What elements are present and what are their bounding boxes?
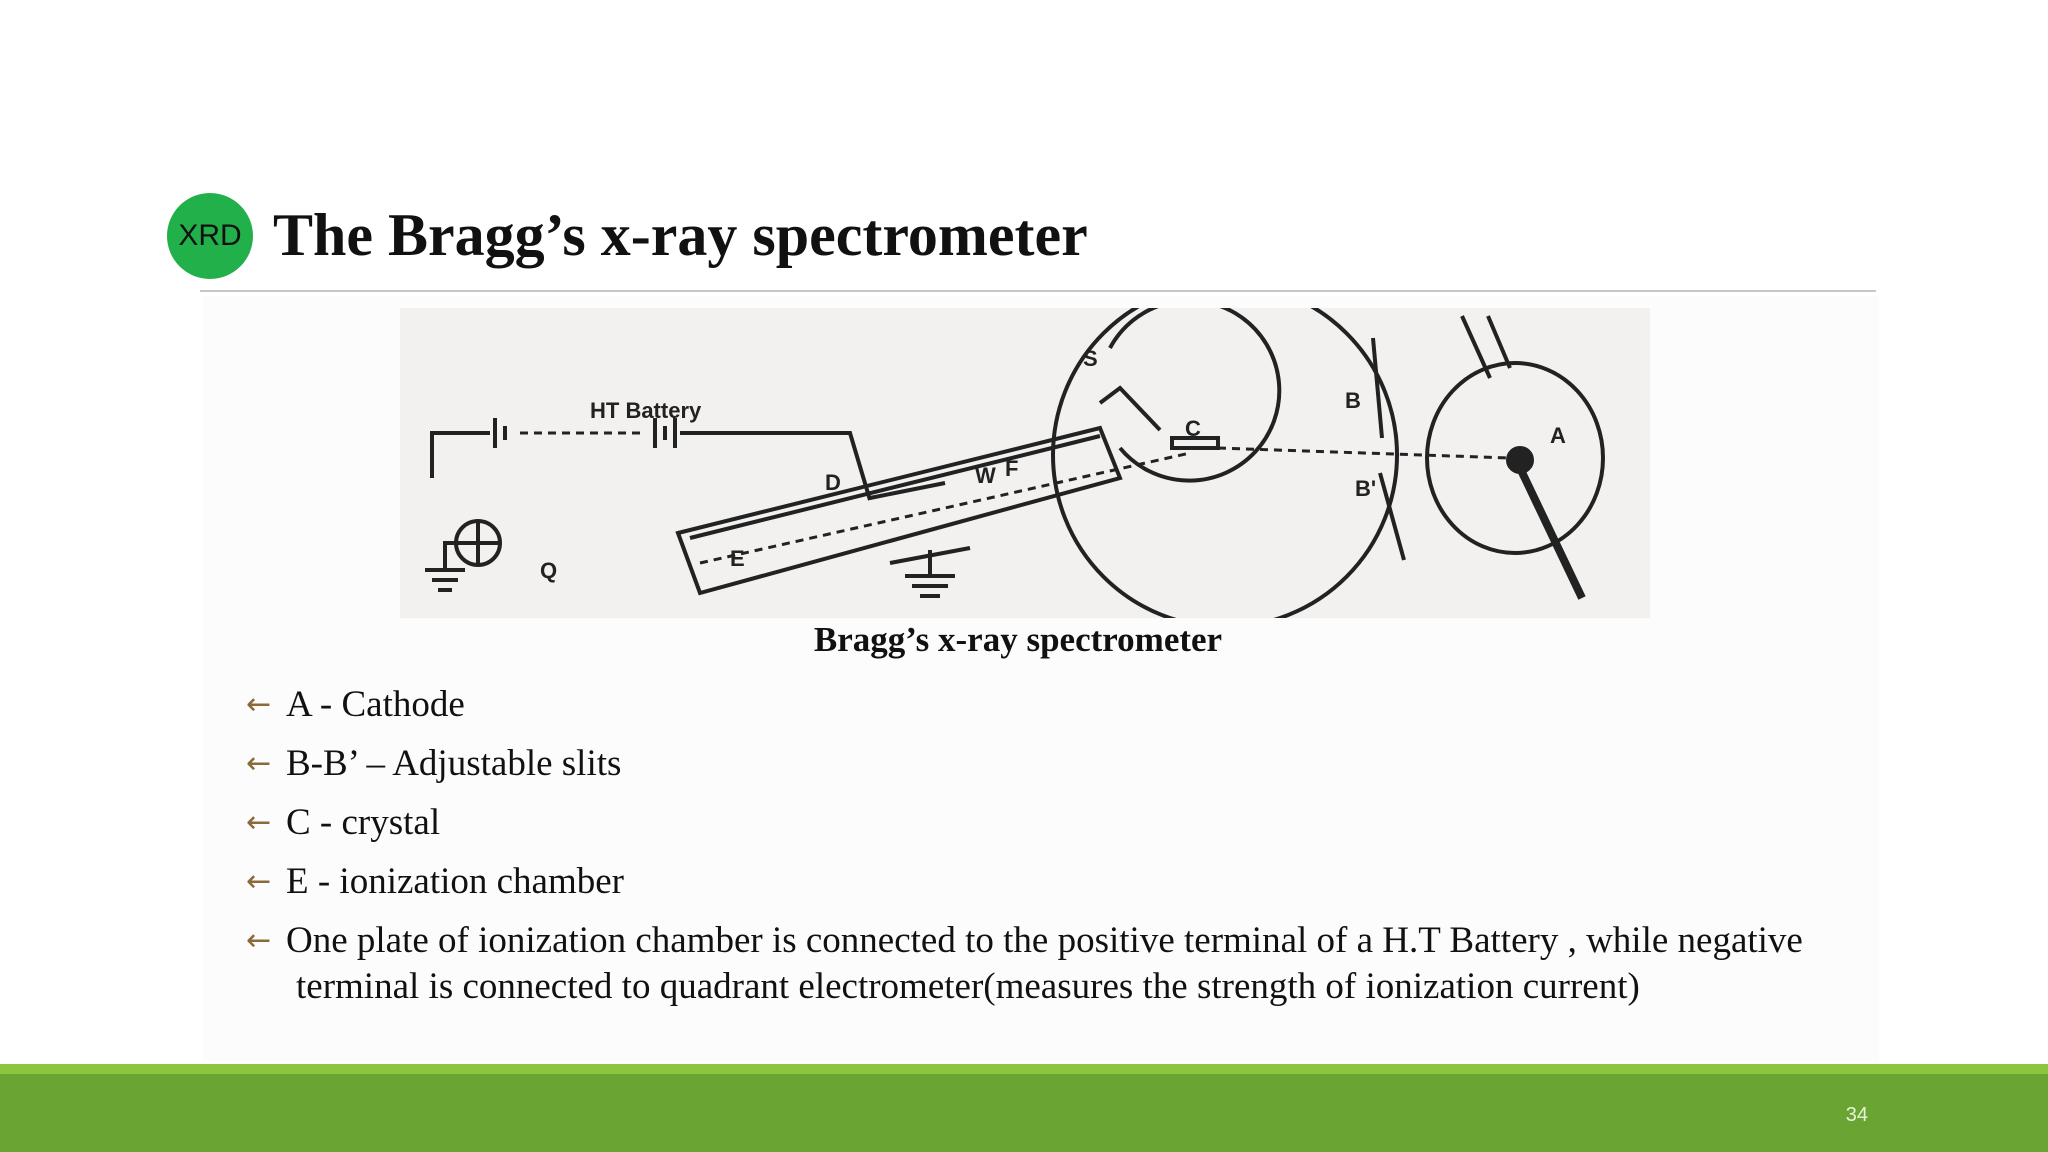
bullet-item xyxy=(246,859,1896,905)
slit-b xyxy=(1373,338,1382,438)
chamber-inner xyxy=(690,436,1100,538)
xrd-badge: XRD xyxy=(167,193,253,279)
bullet-text: B-B’ – Adjustable slits xyxy=(286,743,622,784)
footer-accent-bar xyxy=(0,1064,2048,1074)
label-q: Q xyxy=(540,558,558,583)
bullet-item xyxy=(246,682,1896,728)
spectrometer-diagram-svg xyxy=(400,308,1650,618)
label-d: D xyxy=(825,470,841,495)
slide-title: The Bragg’s x-ray spectrometer xyxy=(273,202,1088,268)
label-w: W xyxy=(975,463,996,488)
crystal-holder xyxy=(1100,388,1160,430)
label-s: S xyxy=(1083,346,1098,371)
title-divider xyxy=(200,290,1876,292)
bullet-text-continued: terminal is connected to quadrant electrometer(measures the strength of ionization current) xyxy=(296,966,1640,1007)
label-f: F xyxy=(1005,456,1019,481)
page-number: 34 xyxy=(1845,1104,1868,1126)
bullet-text: A - Cathode xyxy=(286,684,465,725)
tube-neck-upper xyxy=(1462,316,1490,378)
label-b: B xyxy=(1345,388,1361,413)
label-ht-battery: HT Battery xyxy=(590,398,702,423)
bullet-list xyxy=(246,682,1896,1023)
bullet-item xyxy=(246,918,1896,1010)
tube-neck-upper-2 xyxy=(1488,316,1510,368)
bullet-text: E - ionization chamber xyxy=(286,861,625,902)
figure-caption: Bragg’s x-ray spectrometer xyxy=(813,620,1223,659)
cathode xyxy=(1508,448,1532,472)
xray-beam-incident xyxy=(1218,448,1510,458)
label-c: C xyxy=(1185,416,1201,441)
label-a: A xyxy=(1550,423,1566,448)
table-outer-circle xyxy=(1053,308,1397,618)
label-b-prime: B' xyxy=(1355,476,1377,501)
bullet-item xyxy=(246,741,1896,787)
battery-wire-left xyxy=(432,433,490,478)
footer-bar xyxy=(0,1074,2048,1152)
bullet-arrow-icon: ← xyxy=(246,687,272,722)
spectrometer-diagram xyxy=(400,308,1650,618)
bullet-arrow-icon: ← xyxy=(246,746,272,781)
bullet-text: C - crystal xyxy=(286,802,441,843)
bullet-text: One plate of ionization chamber is connected to the positive terminal of a H.T Battery , while negative xyxy=(286,920,1803,961)
label-e: E xyxy=(730,546,745,571)
bullet-arrow-icon: ← xyxy=(246,864,272,899)
battery-wire-right xyxy=(680,433,870,500)
table-inner-arc xyxy=(1110,308,1279,481)
cathode-rod xyxy=(1520,468,1582,598)
bullet-arrow-icon: ← xyxy=(246,805,272,840)
bullet-item xyxy=(246,800,1896,846)
bullet-arrow-icon: ← xyxy=(246,923,272,958)
